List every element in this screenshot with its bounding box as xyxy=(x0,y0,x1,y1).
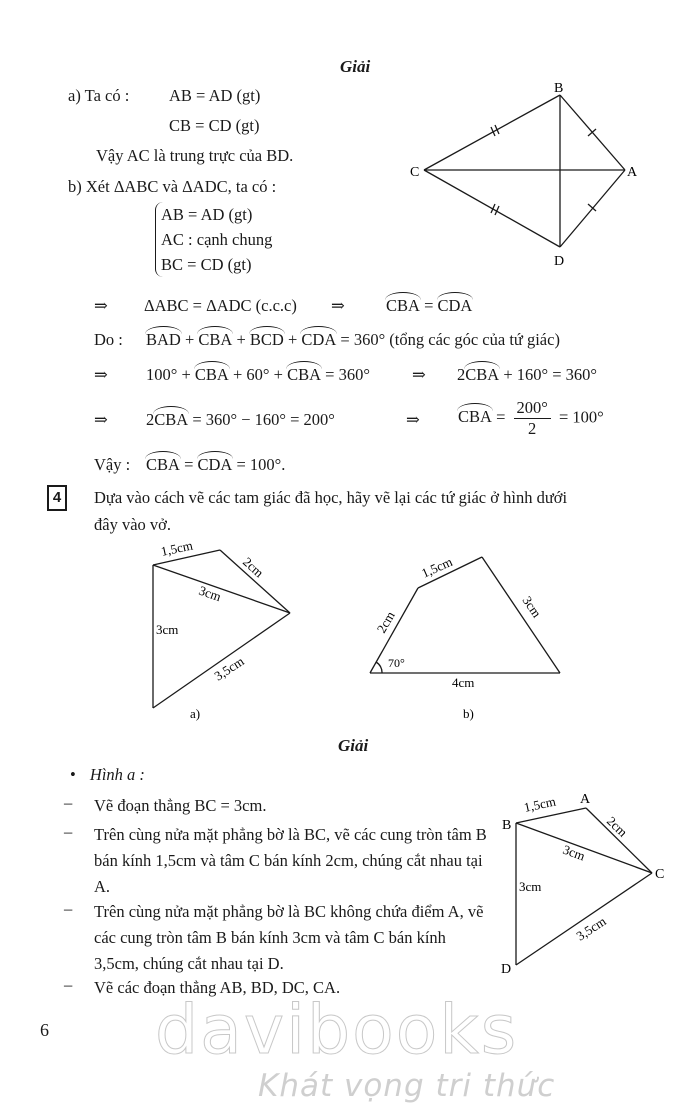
step-1-text: Vẽ đoạn thẳng BC = 3cm. xyxy=(94,796,267,815)
label-c: C xyxy=(655,867,665,882)
angle-cba: CBA xyxy=(458,407,492,427)
exercise-number: 4 xyxy=(47,485,67,511)
angle-cda: CDA xyxy=(197,455,233,474)
dash-icon: – xyxy=(64,899,73,918)
page-number: 6 xyxy=(40,1020,49,1040)
dash-icon: – xyxy=(64,822,73,841)
step3-left: 2CBA = 360° − 160° = 200° xyxy=(146,410,335,429)
value-60: 60° xyxy=(246,365,270,384)
angle-cda: CDA xyxy=(437,296,473,315)
fig-b-caption: b) xyxy=(463,706,474,721)
step3-left-text: = 360° − 160° = 200° xyxy=(192,410,335,429)
part-a-conclusion: Vậy AC là trung trực của BD. xyxy=(96,146,294,165)
angle-cba: CBA xyxy=(194,365,229,384)
final-value: = 100°. xyxy=(236,455,286,474)
angle-cba: CBA xyxy=(465,365,500,384)
label-b: B xyxy=(554,81,564,96)
label-a: A xyxy=(580,792,591,807)
bullet-hinh-a xyxy=(70,765,145,785)
fig-a-label-diag: 3cm xyxy=(197,582,224,605)
label-a: A xyxy=(627,165,638,180)
angle-bcd: BCD xyxy=(249,330,284,349)
fig-c-label-bc: 3cm xyxy=(560,841,588,864)
angle-cba: CBA xyxy=(287,365,322,384)
fig-b-label-top: 1,5cm xyxy=(419,553,455,581)
exercise-text-line2: đây vào vở. xyxy=(94,515,171,534)
step2-right: 2CBA + 160° = 360° xyxy=(457,365,597,384)
label-d: D xyxy=(554,254,565,269)
fig-a-label-bottom: 3,5cm xyxy=(211,653,247,684)
step-2-text: Trên cùng nửa mặt phẳng bờ là BC, vẽ các cung tròn tâm B bán kính 1,5cm và tâm C bán kính 2cm, chúng cắt nhau tại A. xyxy=(94,825,487,896)
fig-a-label-right: 2cm xyxy=(239,554,267,581)
implies-symbol: ⇒ xyxy=(412,365,426,384)
fraction-result: = 100° xyxy=(558,407,604,427)
angle-cba: CBA xyxy=(386,296,420,315)
implies-symbol: ⇒ xyxy=(406,410,420,429)
angle-cda: CDA xyxy=(301,330,337,349)
figure-a xyxy=(140,535,310,725)
congruence-result: ΔABC = ΔADC (c.c.c) xyxy=(144,296,297,315)
part-a-line2: CB = CD (gt) xyxy=(169,116,260,135)
part-a-prefix: a) Ta có : xyxy=(68,86,130,105)
step-2 xyxy=(64,822,494,900)
angle-cba: CBA xyxy=(198,330,233,349)
angle-equality: CBA = CDA xyxy=(386,296,473,315)
angle-cba: CBA xyxy=(154,410,189,429)
label-c: C xyxy=(410,165,420,180)
system-line-2: AC : cạnh chung xyxy=(161,230,273,249)
implies-symbol: ⇒ xyxy=(94,365,108,384)
step-3 xyxy=(64,899,494,977)
fig-b-angle: 70° xyxy=(388,656,405,670)
congruence-system xyxy=(155,202,272,277)
figure-c xyxy=(495,785,680,980)
fig-c-label-ab: 1,5cm xyxy=(522,793,558,815)
solution-heading: Giải xyxy=(340,57,371,76)
edge-cb xyxy=(424,95,560,170)
fig-a-label-left: 3cm xyxy=(156,622,179,637)
value-100: 100° xyxy=(146,365,178,384)
dash-icon: – xyxy=(64,975,73,994)
watermark-brand: davibooks xyxy=(155,991,519,1070)
fig-b-label-right: 3cm xyxy=(519,593,545,621)
step-3-text: Trên cùng nửa mặt phẳng bờ là BC không chứa điểm A, vẽ các cung tròn tâm B bán kính 3cm và tâm C bán kính 3,5cm, chúng cắt nhau tại D. xyxy=(94,902,484,973)
solution-heading-2: Giải xyxy=(338,736,369,755)
label-d: D xyxy=(501,962,512,977)
fig-c-label-ac: 2cm xyxy=(603,813,631,840)
fig-a-caption: a) xyxy=(190,706,201,721)
sum-note: (tổng các góc của tứ giác) xyxy=(389,330,560,349)
fig-b-label-left: 2cm xyxy=(373,608,398,636)
do-label: Do : xyxy=(94,330,123,349)
implies-symbol: ⇒ xyxy=(331,296,345,315)
step-4-text: Vẽ các đoạn thẳng AB, BD, DC, CA. xyxy=(94,978,341,997)
step2-right-text: + 160° = 360° xyxy=(503,365,597,384)
fig-b-label-bottom: 4cm xyxy=(452,675,475,690)
sum-value: 360° xyxy=(353,330,386,349)
edge-dc xyxy=(424,170,560,247)
part-b-intro: b) Xét ΔABC và ΔADC, ta có : xyxy=(68,177,277,196)
angle-sum-equation: BAD + CBA + BCD + CDA = 360° (tổng các góc của tứ giác) xyxy=(146,330,560,349)
watermark-slogan: Khát vọng tri thức xyxy=(258,1068,556,1104)
system-line-1: AB = AD (gt) xyxy=(161,205,253,224)
fraction-numerator: 200° xyxy=(514,398,551,419)
step2-equation: 100° + CBA + 60° + CBA = 360° xyxy=(146,365,370,384)
final-label: Vậy : xyxy=(94,455,131,474)
fraction-denominator: 2 xyxy=(528,419,537,438)
final-equation: CBA = CDA = 100°. xyxy=(146,455,286,474)
step-1 xyxy=(64,793,494,819)
kite-figure xyxy=(400,75,650,270)
exercise-text-line1: Dựa vào cách vẽ các tam giác đã học, hãy vẽ lại các tứ giác ở hình dưới xyxy=(94,488,568,507)
angle-cba: CBA xyxy=(146,455,180,474)
fig-c-label-bd: 3cm xyxy=(519,879,542,894)
part-a-line1: AB = AD (gt) xyxy=(169,86,261,105)
system-line-3: BC = CD (gt) xyxy=(161,255,252,274)
fig-a-label-top: 1,5cm xyxy=(159,537,195,559)
implies-symbol: ⇒ xyxy=(94,410,108,429)
value-360: 360° xyxy=(338,365,370,384)
fraction xyxy=(514,398,551,439)
bullet-icon: • xyxy=(70,765,76,784)
figure-b xyxy=(360,545,580,725)
bullet-label: Hình a : xyxy=(89,765,145,784)
implies-symbol: ⇒ xyxy=(94,296,108,315)
step3-right: CBA = $\frac{200^\circ}{2}$ = 100° xyxy=(458,398,604,438)
fig-c-label-dc: 3,5cm xyxy=(573,913,609,944)
dash-icon: – xyxy=(64,793,73,812)
angle-bad: BAD xyxy=(146,330,181,349)
label-b: B xyxy=(502,818,512,833)
